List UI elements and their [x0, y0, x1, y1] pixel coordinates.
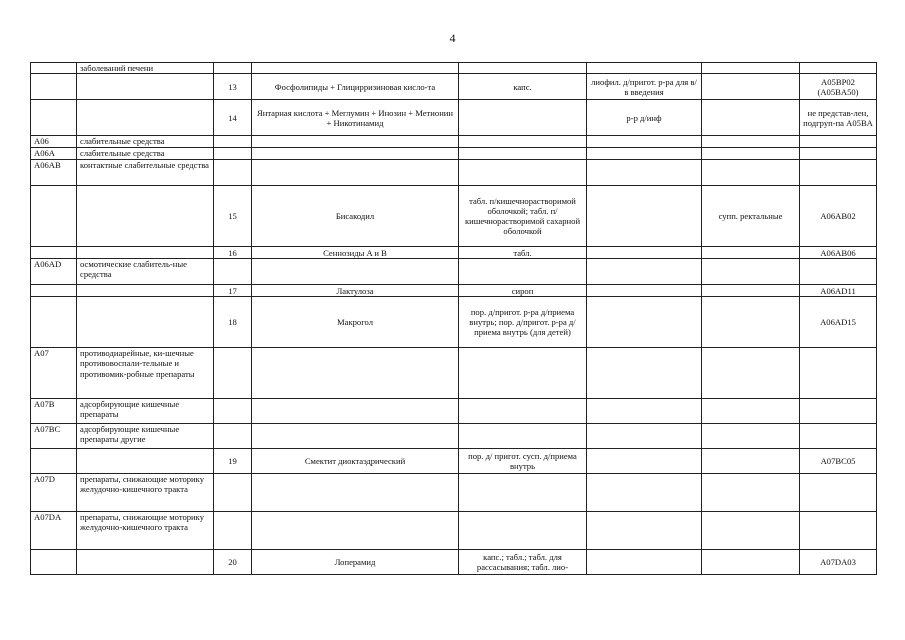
dosage-form-cell	[459, 474, 587, 512]
number-cell: 13	[214, 74, 252, 100]
number-cell	[214, 348, 252, 399]
description-cell: адсорбирующие кишечные препараты другие	[77, 424, 214, 449]
table-row	[31, 474, 877, 512]
number-cell: 17	[214, 285, 252, 297]
table-row	[31, 148, 877, 160]
drug-name-cell	[252, 512, 459, 550]
dosage-form-cell: табл.	[459, 247, 587, 259]
other-form-cell	[702, 74, 800, 100]
other-form-cell	[702, 474, 800, 512]
table-row	[31, 512, 877, 550]
drug-name-cell: Сеннозиды A и B	[252, 247, 459, 259]
injection-form-cell	[587, 63, 702, 74]
number-cell: 14	[214, 100, 252, 136]
dosage-form-cell	[459, 259, 587, 285]
atc-code-cell	[800, 259, 877, 285]
drug-name-cell	[252, 399, 459, 424]
other-form-cell	[702, 424, 800, 449]
drug-list-table	[30, 62, 877, 575]
table-row	[31, 247, 877, 259]
description-cell: заболеваний печени	[77, 63, 214, 74]
drug-name-cell	[252, 148, 459, 160]
dosage-form-cell	[459, 160, 587, 186]
code-cell	[31, 247, 77, 259]
drug-name-cell	[252, 259, 459, 285]
atc-code-cell: A06AD11	[800, 285, 877, 297]
dosage-form-cell: капс.	[459, 74, 587, 100]
table-row	[31, 63, 877, 74]
description-cell	[77, 550, 214, 575]
dosage-form-cell: сироп	[459, 285, 587, 297]
other-form-cell	[702, 63, 800, 74]
code-cell: A07DA	[31, 512, 77, 550]
atc-code-cell: A06AD15	[800, 297, 877, 348]
drug-name-cell: Лоперамид	[252, 550, 459, 575]
number-cell: 20	[214, 550, 252, 575]
number-cell	[214, 474, 252, 512]
description-cell: слабительные средства	[77, 136, 214, 148]
atc-code-cell: A07BC05	[800, 449, 877, 474]
other-form-cell	[702, 136, 800, 148]
dosage-form-cell	[459, 512, 587, 550]
table-row	[31, 297, 877, 348]
atc-code-cell	[800, 136, 877, 148]
other-form-cell	[702, 100, 800, 136]
description-cell	[77, 186, 214, 247]
table-row	[31, 259, 877, 285]
drug-name-cell: Смектит диоктаэдрический	[252, 449, 459, 474]
atc-code-cell: A05BP02 (A05BA50)	[800, 74, 877, 100]
injection-form-cell	[587, 424, 702, 449]
number-cell: 16	[214, 247, 252, 259]
dosage-form-cell	[459, 424, 587, 449]
table-row	[31, 74, 877, 100]
description-cell	[77, 247, 214, 259]
injection-form-cell	[587, 186, 702, 247]
atc-code-cell	[800, 399, 877, 424]
dosage-form-cell	[459, 348, 587, 399]
drug-name-cell	[252, 136, 459, 148]
number-cell	[214, 148, 252, 160]
table-row	[31, 550, 877, 575]
code-cell: A07D	[31, 474, 77, 512]
number-cell	[214, 424, 252, 449]
injection-form-cell	[587, 449, 702, 474]
table-row	[31, 449, 877, 474]
atc-code-cell: A06AB02	[800, 186, 877, 247]
dosage-form-cell: капс.; табл.; табл. для рассасывания; табл. лио-	[459, 550, 587, 575]
injection-form-cell	[587, 550, 702, 575]
injection-form-cell	[587, 474, 702, 512]
number-cell	[214, 136, 252, 148]
atc-code-cell	[800, 348, 877, 399]
code-cell	[31, 297, 77, 348]
table-row	[31, 186, 877, 247]
other-form-cell	[702, 285, 800, 297]
number-cell	[214, 512, 252, 550]
description-cell: контактные слабительные средства	[77, 160, 214, 186]
other-form-cell	[702, 449, 800, 474]
description-cell: адсорбирующие кишечные препараты	[77, 399, 214, 424]
code-cell: A07	[31, 348, 77, 399]
injection-form-cell: р-р д/инф	[587, 100, 702, 136]
atc-code-cell: не представ-лен, подгруп-па A05BA	[800, 100, 877, 136]
page-number: 4	[449, 31, 456, 45]
atc-code-cell	[800, 512, 877, 550]
other-form-cell: супп. ректальные	[702, 186, 800, 247]
drug-name-cell: Янтарная кислота + Меглумин + Инозин + Метионин + Никотинамид	[252, 100, 459, 136]
drug-name-cell: Фосфолипиды + Глицирризиновая кисло-та	[252, 74, 459, 100]
table-body	[31, 63, 877, 575]
injection-form-cell	[587, 399, 702, 424]
injection-form-cell	[587, 512, 702, 550]
code-cell: A06AD	[31, 259, 77, 285]
code-cell: A06	[31, 136, 77, 148]
drug-name-cell	[252, 424, 459, 449]
number-cell: 18	[214, 297, 252, 348]
other-form-cell	[702, 297, 800, 348]
injection-form-cell	[587, 148, 702, 160]
drug-name-cell	[252, 63, 459, 74]
drug-name-cell	[252, 160, 459, 186]
other-form-cell	[702, 512, 800, 550]
injection-form-cell: лиофил. д/пригот. р-ра для в/в введения	[587, 74, 702, 100]
code-cell	[31, 186, 77, 247]
drug-name-cell: Макрогол	[252, 297, 459, 348]
other-form-cell	[702, 160, 800, 186]
dosage-form-cell: пор. д/ пригот. сусп. д/приема внутрь	[459, 449, 587, 474]
code-cell	[31, 74, 77, 100]
table-row	[31, 424, 877, 449]
code-cell: A06A	[31, 148, 77, 160]
description-cell	[77, 74, 214, 100]
atc-code-cell	[800, 160, 877, 186]
number-cell: 15	[214, 186, 252, 247]
number-cell	[214, 63, 252, 74]
dosage-form-cell	[459, 63, 587, 74]
description-cell: препараты, снижающие моторику желудочно-кишечного тракта	[77, 474, 214, 512]
dosage-form-cell: пор. д/пригот. р-ра д/приема внутрь; пор. д/пригот. р-ра д/приема внутрь (для детей)	[459, 297, 587, 348]
atc-code-cell	[800, 424, 877, 449]
table-row	[31, 348, 877, 399]
drug-name-cell	[252, 348, 459, 399]
other-form-cell	[702, 247, 800, 259]
number-cell	[214, 399, 252, 424]
dosage-form-cell: табл. п/кишечнорастворимой оболочкой; табл. п/кишечнорастворимой сахарной оболочкой	[459, 186, 587, 247]
description-cell	[77, 285, 214, 297]
drug-name-cell	[252, 474, 459, 512]
dosage-form-cell	[459, 100, 587, 136]
injection-form-cell	[587, 160, 702, 186]
description-cell	[77, 449, 214, 474]
atc-code-cell	[800, 148, 877, 160]
other-form-cell	[702, 348, 800, 399]
table-row	[31, 160, 877, 186]
code-cell	[31, 550, 77, 575]
other-form-cell	[702, 399, 800, 424]
code-cell: A06AB	[31, 160, 77, 186]
injection-form-cell	[587, 259, 702, 285]
other-form-cell	[702, 148, 800, 160]
code-cell	[31, 63, 77, 74]
other-form-cell	[702, 259, 800, 285]
injection-form-cell	[587, 285, 702, 297]
injection-form-cell	[587, 136, 702, 148]
other-form-cell	[702, 550, 800, 575]
number-cell	[214, 160, 252, 186]
atc-code-cell	[800, 474, 877, 512]
description-cell	[77, 100, 214, 136]
dosage-form-cell	[459, 148, 587, 160]
number-cell	[214, 259, 252, 285]
description-cell: слабительные средства	[77, 148, 214, 160]
table-row	[31, 100, 877, 136]
code-cell	[31, 449, 77, 474]
description-cell	[77, 297, 214, 348]
dosage-form-cell	[459, 136, 587, 148]
code-cell: A07BC	[31, 424, 77, 449]
number-cell: 19	[214, 449, 252, 474]
injection-form-cell	[587, 348, 702, 399]
table-row	[31, 285, 877, 297]
description-cell: препараты, снижающие моторику желудочно-кишечного тракта	[77, 512, 214, 550]
dosage-form-cell	[459, 399, 587, 424]
injection-form-cell	[587, 297, 702, 348]
code-cell	[31, 285, 77, 297]
table-row	[31, 399, 877, 424]
atc-code-cell: A06AB06	[800, 247, 877, 259]
injection-form-cell	[587, 247, 702, 259]
table-row	[31, 136, 877, 148]
description-cell: осмотические слабитель-ные средства	[77, 259, 214, 285]
drug-name-cell: Лактулоза	[252, 285, 459, 297]
atc-code-cell: A07DA03	[800, 550, 877, 575]
description-cell: противодиарейные, ки-шечные противовоспали-тельные и противомик-робные препараты	[77, 348, 214, 399]
code-cell	[31, 100, 77, 136]
code-cell: A07B	[31, 399, 77, 424]
atc-code-cell	[800, 63, 877, 74]
drug-name-cell: Бисакодил	[252, 186, 459, 247]
